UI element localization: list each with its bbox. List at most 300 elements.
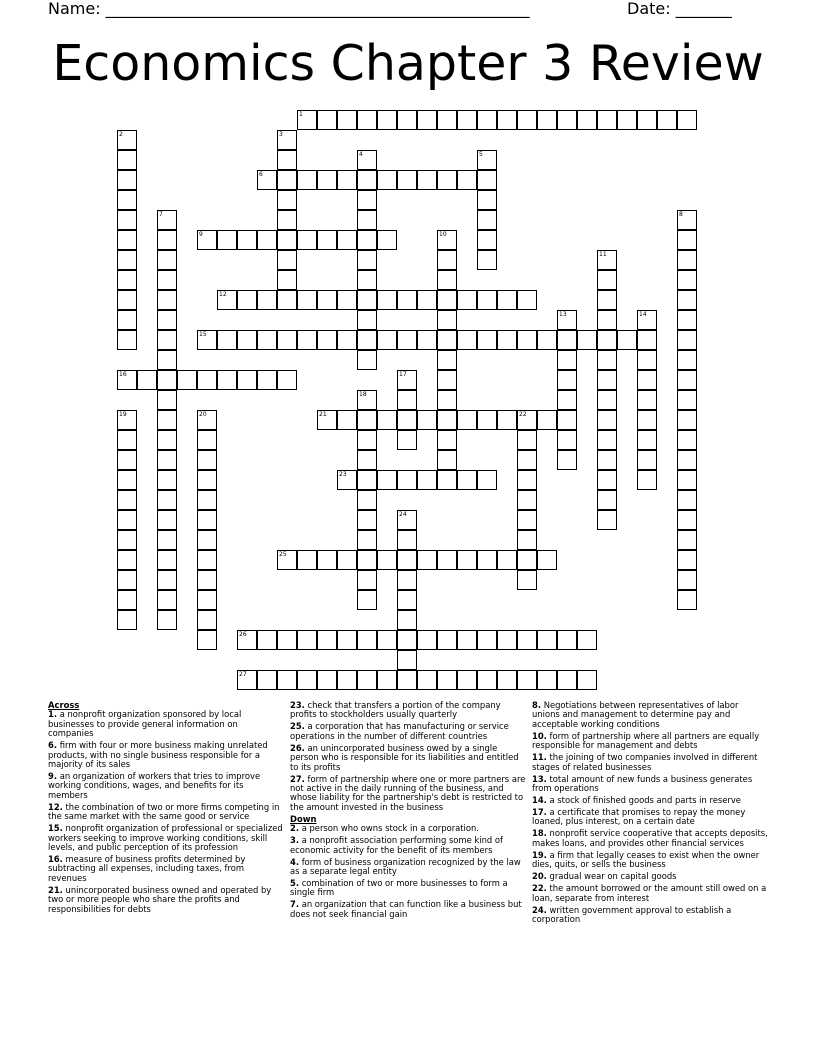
- crossword-cell[interactable]: [117, 270, 137, 290]
- crossword-cell[interactable]: [377, 550, 397, 570]
- crossword-cell[interactable]: [117, 150, 137, 170]
- crossword-cell[interactable]: [517, 670, 537, 690]
- crossword-cell[interactable]: [377, 230, 397, 250]
- crossword-cell[interactable]: [357, 170, 377, 190]
- crossword-cell[interactable]: [117, 130, 137, 150]
- crossword-cell[interactable]: [197, 490, 217, 510]
- crossword-cell[interactable]: [397, 650, 417, 670]
- crossword-cell[interactable]: [477, 170, 497, 190]
- crossword-cell[interactable]: [357, 190, 377, 210]
- date-line[interactable]: Date: _______: [627, 0, 732, 18]
- crossword-cell[interactable]: [337, 550, 357, 570]
- crossword-cell[interactable]: [557, 630, 577, 650]
- crossword-cell[interactable]: [397, 410, 417, 430]
- crossword-cell[interactable]: [437, 390, 457, 410]
- crossword-cell[interactable]: [597, 510, 617, 530]
- crossword-cell[interactable]: [377, 330, 397, 350]
- crossword-cell[interactable]: [317, 550, 337, 570]
- crossword-cell[interactable]: [317, 230, 337, 250]
- crossword-cell[interactable]: [397, 630, 417, 650]
- crossword-cell[interactable]: [637, 450, 657, 470]
- crossword-cell[interactable]: [257, 290, 277, 310]
- crossword-cell[interactable]: [477, 250, 497, 270]
- crossword-cell[interactable]: [597, 410, 617, 430]
- crossword-cell[interactable]: [457, 670, 477, 690]
- crossword-cell[interactable]: [477, 150, 497, 170]
- crossword-cell[interactable]: [197, 370, 217, 390]
- crossword-cell[interactable]: [597, 370, 617, 390]
- crossword-cell[interactable]: [537, 670, 557, 690]
- crossword-cell[interactable]: [437, 370, 457, 390]
- crossword-cell[interactable]: [457, 290, 477, 310]
- crossword-cell[interactable]: [317, 670, 337, 690]
- crossword-cell[interactable]: [677, 590, 697, 610]
- crossword-cell[interactable]: [337, 230, 357, 250]
- crossword-cell[interactable]: [517, 490, 537, 510]
- crossword-cell[interactable]: [377, 470, 397, 490]
- crossword-cell[interactable]: [397, 570, 417, 590]
- crossword-cell[interactable]: [457, 630, 477, 650]
- crossword-cell[interactable]: [397, 370, 417, 390]
- crossword-cell[interactable]: [357, 310, 377, 330]
- crossword-cell[interactable]: [117, 310, 137, 330]
- crossword-cell[interactable]: [577, 630, 597, 650]
- crossword-cell[interactable]: [637, 350, 657, 370]
- crossword-cell[interactable]: [337, 330, 357, 350]
- crossword-cell[interactable]: [297, 170, 317, 190]
- crossword-cell[interactable]: [437, 170, 457, 190]
- crossword-cell[interactable]: [477, 550, 497, 570]
- crossword-cell[interactable]: [677, 210, 697, 230]
- crossword-cell[interactable]: [637, 110, 657, 130]
- crossword-cell[interactable]: [537, 550, 557, 570]
- crossword-cell[interactable]: [497, 670, 517, 690]
- crossword-cell[interactable]: [117, 410, 137, 430]
- crossword-cell[interactable]: [417, 550, 437, 570]
- crossword-cell[interactable]: [457, 470, 477, 490]
- crossword-cell[interactable]: [637, 430, 657, 450]
- crossword-cell[interactable]: [277, 150, 297, 170]
- crossword-cell[interactable]: [537, 330, 557, 350]
- crossword-cell[interactable]: [517, 290, 537, 310]
- crossword-cell[interactable]: [357, 450, 377, 470]
- crossword-cell[interactable]: [537, 630, 557, 650]
- crossword-cell[interactable]: [237, 670, 257, 690]
- crossword-cell[interactable]: [157, 310, 177, 330]
- crossword-cell[interactable]: [357, 630, 377, 650]
- crossword-cell[interactable]: [517, 550, 537, 570]
- crossword-cell[interactable]: [257, 670, 277, 690]
- crossword-cell[interactable]: [357, 230, 377, 250]
- crossword-cell[interactable]: [357, 470, 377, 490]
- crossword-cell[interactable]: [277, 210, 297, 230]
- crossword-cell[interactable]: [277, 190, 297, 210]
- crossword-cell[interactable]: [277, 170, 297, 190]
- crossword-cell[interactable]: [157, 290, 177, 310]
- crossword-cell[interactable]: [117, 550, 137, 570]
- crossword-cell[interactable]: [357, 210, 377, 230]
- crossword-cell[interactable]: [477, 630, 497, 650]
- crossword-cell[interactable]: [197, 230, 217, 250]
- crossword-cell[interactable]: [477, 230, 497, 250]
- crossword-cell[interactable]: [597, 310, 617, 330]
- crossword-cell[interactable]: [237, 630, 257, 650]
- crossword-cell[interactable]: [237, 290, 257, 310]
- crossword-cell[interactable]: [677, 290, 697, 310]
- crossword-cell[interactable]: [517, 530, 537, 550]
- crossword-cell[interactable]: [157, 610, 177, 630]
- crossword-cell[interactable]: [357, 290, 377, 310]
- crossword-cell[interactable]: [397, 290, 417, 310]
- crossword-cell[interactable]: [617, 330, 637, 350]
- crossword-cell[interactable]: [157, 370, 177, 390]
- crossword-cell[interactable]: [437, 270, 457, 290]
- crossword-cell[interactable]: [117, 610, 137, 630]
- crossword-cell[interactable]: [597, 430, 617, 450]
- crossword-cell[interactable]: [597, 110, 617, 130]
- crossword-cell[interactable]: [217, 370, 237, 390]
- crossword-cell[interactable]: [557, 370, 577, 390]
- crossword-cell[interactable]: [437, 470, 457, 490]
- crossword-cell[interactable]: [677, 390, 697, 410]
- crossword-cell[interactable]: [197, 470, 217, 490]
- crossword-cell[interactable]: [317, 410, 337, 430]
- crossword-cell[interactable]: [597, 270, 617, 290]
- crossword-cell[interactable]: [377, 630, 397, 650]
- crossword-cell[interactable]: [417, 110, 437, 130]
- crossword-cell[interactable]: [297, 230, 317, 250]
- crossword-cell[interactable]: [557, 670, 577, 690]
- crossword-cell[interactable]: [197, 330, 217, 350]
- crossword-cell[interactable]: [497, 410, 517, 430]
- crossword-cell[interactable]: [597, 390, 617, 410]
- crossword-cell[interactable]: [557, 450, 577, 470]
- crossword-cell[interactable]: [117, 490, 137, 510]
- crossword-cell[interactable]: [157, 350, 177, 370]
- crossword-cell[interactable]: [517, 430, 537, 450]
- crossword-cell[interactable]: [117, 450, 137, 470]
- crossword-cell[interactable]: [357, 150, 377, 170]
- crossword-cell[interactable]: [157, 230, 177, 250]
- crossword-cell[interactable]: [317, 170, 337, 190]
- crossword-cell[interactable]: [457, 330, 477, 350]
- crossword-cell[interactable]: [117, 210, 137, 230]
- crossword-cell[interactable]: [397, 330, 417, 350]
- crossword-cell[interactable]: [197, 530, 217, 550]
- crossword-cell[interactable]: [357, 330, 377, 350]
- crossword-cell[interactable]: [577, 670, 597, 690]
- crossword-cell[interactable]: [677, 230, 697, 250]
- crossword-cell[interactable]: [517, 630, 537, 650]
- crossword-cell[interactable]: [677, 350, 697, 370]
- crossword-cell[interactable]: [397, 470, 417, 490]
- crossword-cell[interactable]: [357, 430, 377, 450]
- crossword-cell[interactable]: [117, 170, 137, 190]
- crossword-cell[interactable]: [337, 630, 357, 650]
- crossword-cell[interactable]: [557, 390, 577, 410]
- crossword-cell[interactable]: [297, 110, 317, 130]
- crossword-cell[interactable]: [377, 670, 397, 690]
- crossword-cell[interactable]: [477, 670, 497, 690]
- crossword-cell[interactable]: [397, 430, 417, 450]
- crossword-cell[interactable]: [297, 290, 317, 310]
- crossword-cell[interactable]: [397, 390, 417, 410]
- crossword-cell[interactable]: [277, 270, 297, 290]
- crossword-cell[interactable]: [157, 490, 177, 510]
- crossword-cell[interactable]: [377, 410, 397, 430]
- crossword-cell[interactable]: [337, 290, 357, 310]
- crossword-cell[interactable]: [517, 330, 537, 350]
- crossword-cell[interactable]: [677, 570, 697, 590]
- crossword-cell[interactable]: [417, 410, 437, 430]
- crossword-cell[interactable]: [337, 470, 357, 490]
- crossword-cell[interactable]: [157, 410, 177, 430]
- crossword-cell[interactable]: [437, 310, 457, 330]
- crossword-cell[interactable]: [677, 470, 697, 490]
- crossword-cell[interactable]: [157, 510, 177, 530]
- crossword-cell[interactable]: [357, 110, 377, 130]
- crossword-cell[interactable]: [417, 470, 437, 490]
- crossword-cell[interactable]: [497, 330, 517, 350]
- crossword-cell[interactable]: [357, 390, 377, 410]
- crossword-cell[interactable]: [277, 250, 297, 270]
- crossword-cell[interactable]: [477, 110, 497, 130]
- crossword-cell[interactable]: [517, 110, 537, 130]
- crossword-cell[interactable]: [197, 610, 217, 630]
- crossword-cell[interactable]: [137, 370, 157, 390]
- crossword-cell[interactable]: [477, 210, 497, 230]
- crossword-cell[interactable]: [457, 410, 477, 430]
- crossword-cell[interactable]: [437, 410, 457, 430]
- crossword-cell[interactable]: [297, 670, 317, 690]
- crossword-cell[interactable]: [357, 670, 377, 690]
- crossword-cell[interactable]: [437, 350, 457, 370]
- crossword-cell[interactable]: [397, 110, 417, 130]
- crossword-cell[interactable]: [417, 330, 437, 350]
- crossword-cell[interactable]: [157, 430, 177, 450]
- crossword-cell[interactable]: [217, 290, 237, 310]
- crossword-cell[interactable]: [657, 110, 677, 130]
- crossword-cell[interactable]: [117, 510, 137, 530]
- crossword-cell[interactable]: [157, 530, 177, 550]
- crossword-cell[interactable]: [117, 530, 137, 550]
- crossword-cell[interactable]: [677, 270, 697, 290]
- crossword-cell[interactable]: [677, 370, 697, 390]
- crossword-cell[interactable]: [637, 370, 657, 390]
- crossword-cell[interactable]: [357, 410, 377, 430]
- crossword-cell[interactable]: [337, 410, 357, 430]
- crossword-cell[interactable]: [197, 590, 217, 610]
- crossword-cell[interactable]: [457, 110, 477, 130]
- crossword-cell[interactable]: [477, 470, 497, 490]
- crossword-cell[interactable]: [517, 510, 537, 530]
- crossword-cell[interactable]: [277, 290, 297, 310]
- crossword-cell[interactable]: [517, 470, 537, 490]
- crossword-cell[interactable]: [677, 410, 697, 430]
- crossword-cell[interactable]: [537, 410, 557, 430]
- crossword-cell[interactable]: [357, 510, 377, 530]
- crossword-cell[interactable]: [157, 550, 177, 570]
- crossword-cell[interactable]: [597, 490, 617, 510]
- crossword-cell[interactable]: [217, 330, 237, 350]
- crossword-cell[interactable]: [457, 170, 477, 190]
- crossword-cell[interactable]: [357, 550, 377, 570]
- crossword-cell[interactable]: [117, 370, 137, 390]
- crossword-cell[interactable]: [237, 230, 257, 250]
- crossword-cell[interactable]: [397, 670, 417, 690]
- crossword-cell[interactable]: [117, 590, 137, 610]
- crossword-cell[interactable]: [437, 330, 457, 350]
- crossword-cell[interactable]: [677, 430, 697, 450]
- crossword-cell[interactable]: [497, 110, 517, 130]
- crossword-cell[interactable]: [477, 290, 497, 310]
- crossword-cell[interactable]: [197, 410, 217, 430]
- crossword-cell[interactable]: [237, 370, 257, 390]
- crossword-cell[interactable]: [157, 250, 177, 270]
- crossword-cell[interactable]: [677, 330, 697, 350]
- crossword-cell[interactable]: [417, 670, 437, 690]
- crossword-cell[interactable]: [157, 330, 177, 350]
- crossword-cell[interactable]: [677, 490, 697, 510]
- crossword-cell[interactable]: [337, 170, 357, 190]
- crossword-cell[interactable]: [557, 330, 577, 350]
- crossword-cell[interactable]: [297, 330, 317, 350]
- crossword-cell[interactable]: [477, 330, 497, 350]
- crossword-cell[interactable]: [357, 250, 377, 270]
- crossword-cell[interactable]: [117, 230, 137, 250]
- crossword-cell[interactable]: [477, 410, 497, 430]
- crossword-cell[interactable]: [437, 110, 457, 130]
- crossword-cell[interactable]: [497, 290, 517, 310]
- crossword-cell[interactable]: [417, 290, 437, 310]
- crossword-cell[interactable]: [597, 450, 617, 470]
- crossword-cell[interactable]: [497, 550, 517, 570]
- crossword-cell[interactable]: [637, 410, 657, 430]
- crossword-cell[interactable]: [677, 310, 697, 330]
- crossword-cell[interactable]: [117, 190, 137, 210]
- crossword-cell[interactable]: [557, 430, 577, 450]
- crossword-cell[interactable]: [397, 530, 417, 550]
- crossword-cell[interactable]: [317, 290, 337, 310]
- crossword-cell[interactable]: [257, 170, 277, 190]
- crossword-cell[interactable]: [677, 250, 697, 270]
- crossword-cell[interactable]: [377, 110, 397, 130]
- crossword-cell[interactable]: [297, 630, 317, 650]
- crossword-cell[interactable]: [317, 110, 337, 130]
- crossword-cell[interactable]: [557, 410, 577, 430]
- crossword-cell[interactable]: [157, 590, 177, 610]
- crossword-cell[interactable]: [397, 170, 417, 190]
- crossword-cell[interactable]: [417, 170, 437, 190]
- crossword-cell[interactable]: [277, 370, 297, 390]
- crossword-cell[interactable]: [257, 630, 277, 650]
- crossword-cell[interactable]: [157, 390, 177, 410]
- crossword-cell[interactable]: [277, 550, 297, 570]
- crossword-cell[interactable]: [237, 330, 257, 350]
- crossword-cell[interactable]: [677, 550, 697, 570]
- crossword-cell[interactable]: [197, 450, 217, 470]
- crossword-cell[interactable]: [597, 470, 617, 490]
- crossword-cell[interactable]: [677, 530, 697, 550]
- crossword-cell[interactable]: [597, 250, 617, 270]
- crossword-cell[interactable]: [477, 190, 497, 210]
- crossword-cell[interactable]: [677, 450, 697, 470]
- crossword-cell[interactable]: [637, 330, 657, 350]
- crossword-cell[interactable]: [257, 370, 277, 390]
- crossword-cell[interactable]: [117, 250, 137, 270]
- crossword-cell[interactable]: [397, 590, 417, 610]
- crossword-cell[interactable]: [437, 630, 457, 650]
- crossword-cell[interactable]: [337, 110, 357, 130]
- crossword-cell[interactable]: [437, 250, 457, 270]
- crossword-cell[interactable]: [277, 330, 297, 350]
- crossword-cell[interactable]: [197, 510, 217, 530]
- crossword-cell[interactable]: [397, 510, 417, 530]
- crossword-cell[interactable]: [417, 630, 437, 650]
- crossword-cell[interactable]: [437, 550, 457, 570]
- crossword-cell[interactable]: [597, 330, 617, 350]
- crossword-cell[interactable]: [277, 130, 297, 150]
- crossword-cell[interactable]: [677, 110, 697, 130]
- crossword-cell[interactable]: [397, 550, 417, 570]
- crossword-cell[interactable]: [337, 670, 357, 690]
- crossword-cell[interactable]: [437, 230, 457, 250]
- crossword-cell[interactable]: [597, 350, 617, 370]
- crossword-cell[interactable]: [557, 310, 577, 330]
- crossword-cell[interactable]: [157, 570, 177, 590]
- crossword-cell[interactable]: [437, 290, 457, 310]
- crossword-cell[interactable]: [357, 490, 377, 510]
- crossword-cell[interactable]: [357, 590, 377, 610]
- crossword-cell[interactable]: [377, 290, 397, 310]
- crossword-cell[interactable]: [117, 330, 137, 350]
- crossword-cell[interactable]: [197, 630, 217, 650]
- crossword-cell[interactable]: [357, 530, 377, 550]
- crossword-cell[interactable]: [177, 370, 197, 390]
- crossword-cell[interactable]: [117, 570, 137, 590]
- crossword-cell[interactable]: [617, 110, 637, 130]
- crossword-cell[interactable]: [297, 550, 317, 570]
- crossword-cell[interactable]: [317, 630, 337, 650]
- crossword-cell[interactable]: [277, 670, 297, 690]
- crossword-cell[interactable]: [437, 430, 457, 450]
- crossword-cell[interactable]: [437, 450, 457, 470]
- crossword-cell[interactable]: [537, 110, 557, 130]
- crossword-cell[interactable]: [277, 230, 297, 250]
- crossword-cell[interactable]: [517, 450, 537, 470]
- crossword-cell[interactable]: [117, 430, 137, 450]
- crossword-cell[interactable]: [157, 210, 177, 230]
- crossword-cell[interactable]: [457, 550, 477, 570]
- crossword-cell[interactable]: [277, 630, 297, 650]
- crossword-cell[interactable]: [197, 430, 217, 450]
- crossword-cell[interactable]: [557, 110, 577, 130]
- crossword-cell[interactable]: [637, 310, 657, 330]
- crossword-cell[interactable]: [197, 550, 217, 570]
- crossword-cell[interactable]: [117, 470, 137, 490]
- crossword-cell[interactable]: [157, 450, 177, 470]
- crossword-cell[interactable]: [317, 330, 337, 350]
- crossword-cell[interactable]: [577, 330, 597, 350]
- crossword-cell[interactable]: [117, 290, 137, 310]
- crossword-cell[interactable]: [357, 350, 377, 370]
- crossword-cell[interactable]: [497, 630, 517, 650]
- crossword-cell[interactable]: [377, 170, 397, 190]
- crossword-cell[interactable]: [517, 570, 537, 590]
- crossword-cell[interactable]: [157, 470, 177, 490]
- crossword-cell[interactable]: [437, 670, 457, 690]
- crossword-cell[interactable]: [217, 230, 237, 250]
